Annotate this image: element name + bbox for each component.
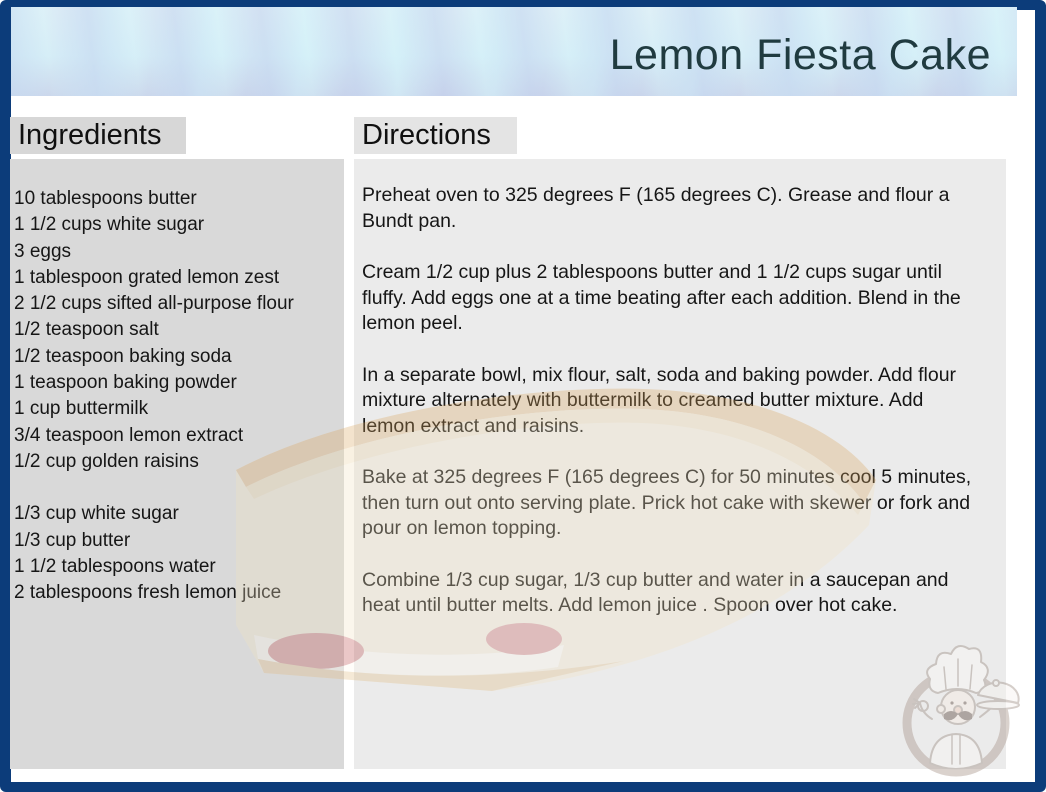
directions-heading-box xyxy=(354,117,517,154)
ingredients-heading-box xyxy=(10,117,186,154)
direction-paragraph: Cream 1/2 cup plus 2 tablespoons butter and 1 1/2 cups sugar until fluffy. Add eggs one at a time beating after each addition. Blend in the lemon peel. xyxy=(362,261,961,334)
directions-panel xyxy=(354,159,1006,769)
header-band xyxy=(11,7,1017,96)
ingredient-item: 10 tablespoons butter xyxy=(14,188,197,209)
ingredient-item: 1/2 teaspoon baking soda xyxy=(14,345,232,367)
ingredient-item: 1 tablespoon grated lemon zest xyxy=(14,266,280,288)
direction-paragraph: In a separate bowl, mix flour, salt, soda and baking powder. Add flour mixture alternately with buttermilk to creamed butter mixture. Add lemon extract and raisins. xyxy=(362,363,957,437)
ingredient-item: 1/2 cup golden raisins xyxy=(14,450,199,472)
ingredients-panel xyxy=(10,159,344,769)
page-title: Lemon Fiesta Cake xyxy=(609,31,991,79)
directions-text xyxy=(354,159,1006,619)
ingredient-item: 2 1/2 cups sifted all-purpose flour xyxy=(14,293,294,315)
ingredients-list xyxy=(10,159,344,606)
ingredient-item: 3 eggs xyxy=(14,240,72,262)
ingredient-item: 1/3 cup white sugar xyxy=(14,503,179,525)
ingredient-item: 1 teaspoon baking powder xyxy=(14,372,237,394)
directions-heading: Directions xyxy=(362,119,491,151)
ingredient-item: 1 1/2 tablespoons water xyxy=(14,555,216,577)
direction-paragraph: Combine 1/3 cup sugar, 1/3 cup butter and water in a saucepan and heat until butter melts. Add lemon juice . Spoon over hot cake. xyxy=(362,568,949,616)
ingredients-heading: Ingredients xyxy=(18,119,162,151)
ingredient-item: 1/2 teaspoon salt xyxy=(14,319,159,341)
ingredient-item: 2 tablespoons fresh lemon juice xyxy=(14,582,282,604)
ingredient-item: 1 1/2 cups white sugar xyxy=(14,214,205,236)
direction-paragraph: Bake at 325 degrees F (165 degrees C) for 50 minutes cool 5 minutes, then turn out onto serving plate. Prick hot cake with skewer or fork and pour on lemon topping. xyxy=(362,466,972,539)
ingredient-item: 3/4 teaspoon lemon extract xyxy=(14,424,244,446)
ingredient-item: 1/3 cup butter xyxy=(14,529,131,551)
direction-paragraph: Preheat oven to 325 degrees F (165 degrees C). Grease and flour a Bundt pan. xyxy=(362,184,950,232)
ingredient-item: 1 cup buttermilk xyxy=(14,398,149,420)
ingredients-group-gap xyxy=(14,475,340,501)
